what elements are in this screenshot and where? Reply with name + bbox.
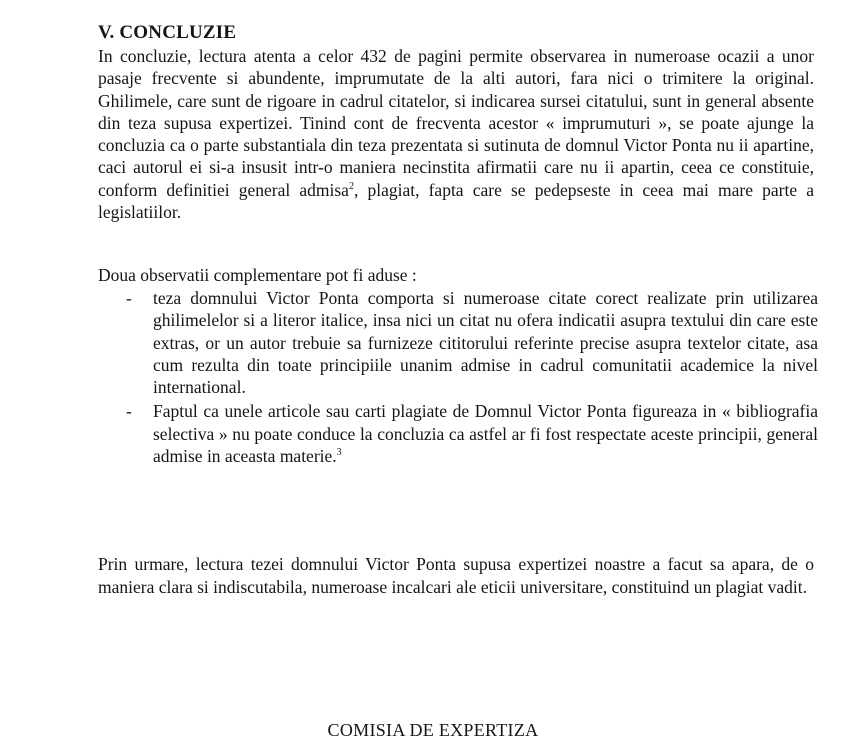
observation-text: Faptul ca unele articole sau carti plagiate de Domnul Victor Ponta figureaza in « bibliografia selectiva » nu poate conduce la concluzia ca astfel ar fi fost respectate aceste principii, general admise in aceasta materie. — [153, 401, 818, 467]
final-paragraph: Prin urmare, lectura tezei domnului Victor Ponta supusa expertizei noastre a facut sa apara, de o maniera clara si indiscutabila, numeroase incalcari ale eticii universitare, constituind un plagiat vadit. — [98, 554, 814, 597]
observation-text: teza domnului Victor Ponta comporta si numeroase citate corect realizate prin utilizarea ghilimelelor si a literor italice, insa nici un citat nu ofera indicatii asupra textului din care este extras, or un autor trebuie sa furnizeze cititorului referinte precise asupra textelor citate, asa cum rezulta din toate principiile unanim admise in cadrul comunitatii academice la nivel international. — [153, 288, 818, 398]
footnote-marker-2: 2 — [348, 180, 354, 192]
observations-list — [98, 287, 818, 467]
bullet-marker: - — [126, 288, 132, 308]
observations-lead: Doua observatii complementare pot fi aduse : — [98, 265, 417, 285]
conclusion-paragraph-end: , plagiat, fapta care se pedepseste in ceea mai mare parte a legislatiilor. — [98, 179, 814, 223]
section-heading: V. CONCLUZIE — [98, 22, 237, 43]
bullet-marker: - — [126, 401, 132, 422]
conclusion-paragraph-text: In concluzie, lectura atenta a celor 432 de pagini permite observarea in numeroase ocazii a unor pasaje frecvente si abundente, imprumutate de la alti autori, fara nici o trimitere la original. Ghilimele, care sunt de rigoare in cadrul citatelor, si indicarea sursei citatului, sunt in general absente din teza supusa expertizei. Tinind cont de frecventa acestor « imprumuturi », se poate ajunge la concluzia ca o parte substantiala din teza prezentata si sutinuta de domnul Victor Ponta nu ii apartine, caci autorul ei si-a insusit intr-o maniera necinstita afirmatii care nu ii apartin, ceea ce constituie, conform definitiei general admisa — [98, 46, 814, 200]
commission-signature: COMISIA DE EXPERTIZA — [327, 720, 539, 740]
list-item — [98, 400, 818, 467]
list-item — [98, 287, 818, 398]
conclusion-paragraph — [98, 45, 814, 223]
footnote-marker-3: 3 — [336, 447, 342, 459]
